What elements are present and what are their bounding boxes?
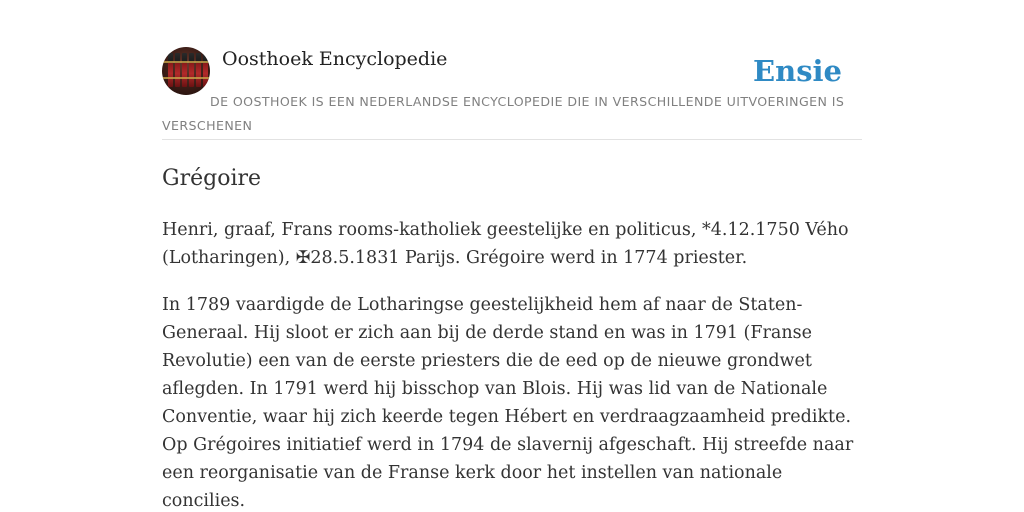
brand-logo-link[interactable]: Ensie [753, 54, 842, 88]
article-title: Grégoire [162, 166, 262, 191]
book-spines-icon[interactable] [162, 47, 210, 95]
site-tagline: DE OOSTHOEK IS EEN NEDERLANDSE ENCYCLOPEDIE DIE IN VERSCHILLENDE UITVOERINGEN IS VERSCHENEN [162, 94, 845, 133]
site-name-link[interactable]: Oosthoek Encyclopedie [222, 48, 448, 70]
site-header [162, 46, 862, 140]
article-paragraph-1: Henri, graaf, Frans rooms-katholiek geestelijke en politicus, *4.12.1750 Vého (Lotharingen), ✠28.5.1831 Parijs. Grégoire werd in 1774 priester. [162, 220, 849, 268]
article-paragraph-2: In 1789 vaardigde de Lotharingse geestelijkheid hem af naar de Staten-Generaal. Hij sloot er zich aan bij de derde stand en was in 1791 (Franse Revolutie) een van de eerste priesters die de eed op de nieuwe grondwet aflegden. In 1791 werd hij bisschop van Blois. Hij was lid van de Nationale Conventie, waar hij zich keerde tegen Hébert en verdraagzaamheid predikte. Op Grégoires initiatief werd in 1794 de slavernij afgeschaft. Hij streefde naar een reorganisatie van de Franse kerk door het instellen van nationale concilies. [162, 295, 854, 511]
